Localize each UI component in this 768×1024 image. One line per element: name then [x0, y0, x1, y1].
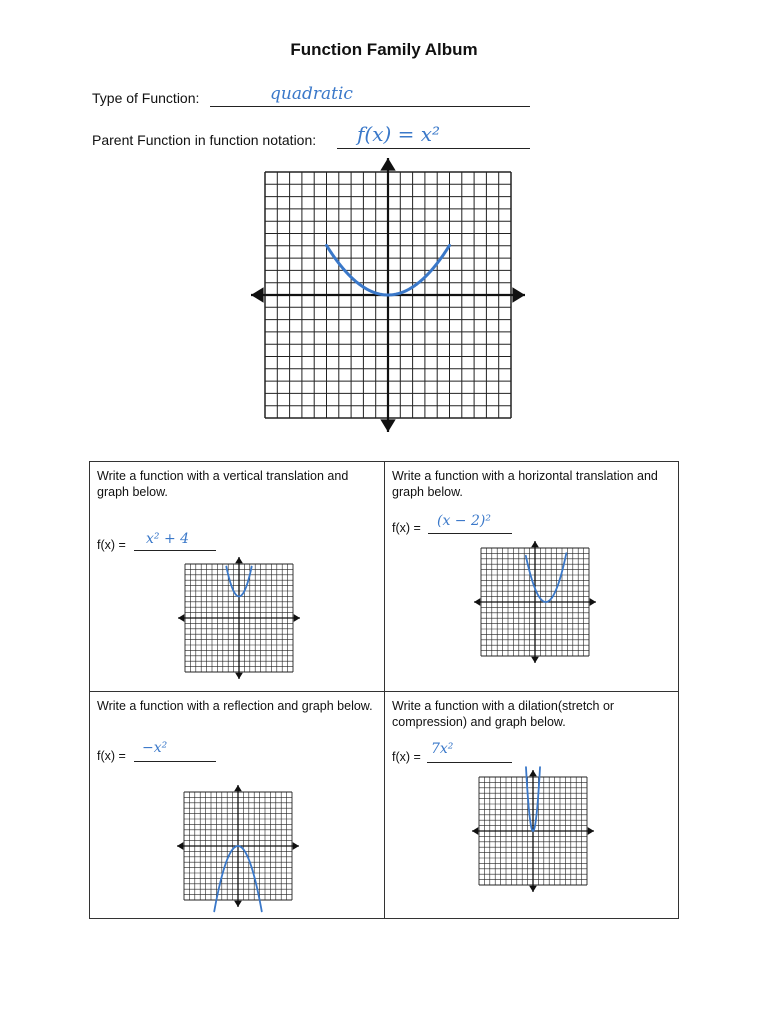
horizontal-arrow-up: [531, 541, 539, 547]
vertical-translation-graph: [177, 556, 301, 680]
type-of-function-label: Type of Function:: [92, 90, 200, 106]
vertical-arrow-left: [178, 614, 184, 622]
parent-arrow-down: [380, 419, 395, 432]
parent-function-label: Parent Function in function notation:: [92, 132, 317, 148]
horizontal-arrow-right: [590, 598, 596, 606]
dilation-arrow-right: [588, 827, 594, 835]
horizontal-arrow-left: [474, 598, 480, 606]
reflection-arrow-up: [234, 785, 242, 791]
dilation-arrow-left: [472, 827, 478, 835]
reflection-answer: −x²: [142, 740, 168, 756]
parent-arrow-up: [380, 158, 395, 171]
reflection-arrow-right: [293, 842, 299, 850]
dilation-graph: [471, 769, 595, 893]
parent-arrow-left: [251, 287, 264, 302]
dilation-prompt: Write a function with a dilation(stretch or compression) and graph below.: [392, 699, 615, 729]
reflection-graph: [176, 784, 300, 908]
horizontal-arrow-down: [531, 657, 539, 663]
horizontal-translation-cell: [384, 461, 679, 692]
horizontal-translation-fx-label: f(x) =: [392, 521, 421, 535]
reflection-arrow-down: [234, 901, 242, 907]
dilation-fx-label: f(x) =: [392, 750, 421, 764]
dilation-answer: 7x²: [431, 741, 454, 757]
horizontal-translation-prompt: Write a function with a horizontal translation and graph below.: [392, 469, 658, 499]
vertical-translation-cell: [89, 461, 385, 692]
reflection-arrow-left: [177, 842, 183, 850]
vertical-arrow-right: [294, 614, 300, 622]
parent-function-graph: [250, 160, 530, 440]
parent-arrow-right: [512, 287, 525, 302]
vertical-translation-prompt: Write a function with a vertical translation and graph below.: [97, 469, 349, 499]
dilation-cell: [384, 691, 679, 919]
type-of-function-blank[interactable]: [210, 88, 530, 107]
vertical-translation-answer: x² + 4: [146, 531, 190, 547]
horizontal-translation-answer: (x − 2)²: [437, 513, 491, 529]
page-title: Function Family Album: [290, 40, 478, 59]
horizontal-translation-graph: [473, 540, 597, 664]
dilation-arrow-down: [529, 886, 537, 892]
reflection-fx-label: f(x) =: [97, 749, 126, 763]
dilation-arrow-up: [529, 770, 537, 776]
vertical-arrow-down: [235, 673, 243, 679]
type-of-function-answer: quadratic: [270, 84, 353, 104]
reflection-prompt: Write a function with a reflection and graph below.: [97, 699, 373, 713]
vertical-arrow-up: [235, 557, 243, 563]
reflection-cell: [89, 691, 385, 919]
vertical-translation-fx-label: f(x) =: [97, 538, 126, 552]
parent-function-answer: f(x) = x²: [357, 122, 441, 146]
